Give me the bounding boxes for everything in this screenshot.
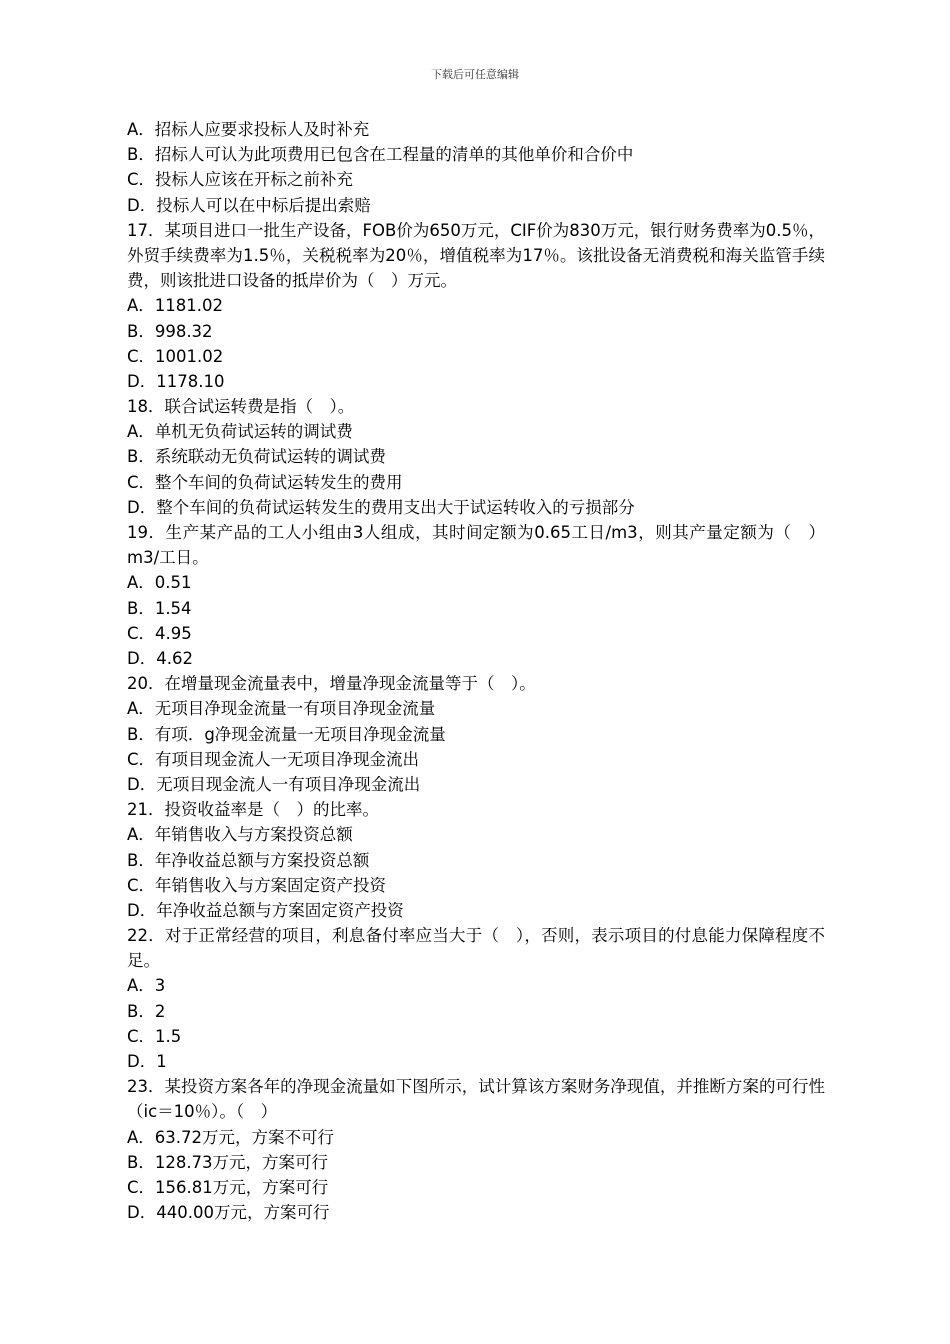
q22-option-d: D．1	[127, 1052, 167, 1072]
q21-option-d: D．年净收益总额与方案固定资产投资	[127, 900, 404, 920]
q20-stem: 20．在增量现金流量表中，增量净现金流量等于（ ）。	[127, 674, 536, 694]
q21-option-b: B．年净收益总额与方案投资总额	[127, 850, 370, 870]
q18-option-c: C．整个车间的负荷试运转发生的费用	[127, 472, 403, 492]
q21-stem: 21．投资收益率是（ ）的比率。	[127, 800, 379, 820]
q16-option-b: B．招标人可认为此项费用已包含在工程量的清单的其他单价和合价中	[127, 145, 634, 165]
q17-option-b: B．998.32	[127, 321, 213, 341]
q22-stem: 22．对于正常经营的项目，利息备付率应当大于（ ），否则，表示项目的付息能力保障程度不足。	[127, 926, 825, 971]
q20-option-b: B．有项．g净现金流量一无项目净现金流量	[127, 724, 446, 744]
q17-stem: 17．某项目进口一批生产设备，FOB价为650万元，CIF价为830万元，银行财务费率为0.5％，外贸手续费率为1.5％，关税税率为20％，增值税率为17％。该批设备无消费税和海关监管手续费，则该批进口设备的抵岸价为（ ）万元。	[127, 220, 825, 291]
q19-option-a: A．0.51	[127, 573, 192, 593]
q18-stem: 18．联合试运转费是指（ ）。	[127, 397, 355, 417]
q19-stem: 19．生产某产品的工人小组由3人组成，其时间定额为0.65工日/m3，则其产量定额为（ ）m3/工日。	[127, 523, 825, 568]
q21-option-c: C．年销售收入与方案固定资产投资	[127, 875, 387, 895]
question-list	[127, 117, 825, 1225]
q23-stem: 23．某投资方案各年的净现金流量如下图所示，试计算该方案财务净现值，并推断方案的可行性（ic＝10％）。（ ）	[127, 1077, 825, 1122]
q23-option-d: D．440.00万元，方案可行	[127, 1203, 330, 1223]
q22-option-b: B．2	[127, 1001, 166, 1021]
page-header: 下载后可任意编辑	[431, 68, 519, 81]
q20-option-d: D．无项目现金流人一有项目净现金流出	[127, 774, 421, 794]
q23-option-c: C．156.81万元，方案可行	[127, 1178, 329, 1198]
q23-option-a: A．63.72万元，方案不可行	[127, 1127, 335, 1147]
q23-option-b: B．128.73万元，方案可行	[127, 1152, 329, 1172]
q16-option-d: D．投标人可以在中标后提出索赔	[127, 195, 371, 215]
q19-option-d: D．4.62	[127, 649, 193, 669]
q19-option-c: C．4.95	[127, 623, 192, 643]
q17-option-d: D．1178.10	[127, 371, 225, 391]
q18-option-b: B．系统联动无负荷试运转的调试费	[127, 447, 386, 467]
q16-option-a: A．招标人应要求投标人及时补充	[127, 120, 370, 139]
q22-option-c: C．1.5	[127, 1026, 182, 1046]
q20-option-c: C．有项目现金流人一无项目净现金流出	[127, 749, 420, 769]
q17-option-a: A．1181.02	[127, 296, 224, 316]
q18-option-d: D．整个车间的负荷试运转发生的费用支出大于试运转收入的亏损部分	[127, 497, 635, 517]
q16-option-c: C．投标人应该在开标之前补充	[127, 170, 354, 190]
q20-option-a: A．无项目净现金流量一有项目净现金流量	[127, 699, 436, 719]
q18-option-a: A．单机无负荷试运转的调试费	[127, 422, 353, 442]
q22-option-a: A．3	[127, 976, 166, 996]
q21-option-a: A．年销售收入与方案投资总额	[127, 825, 353, 845]
q17-option-c: C．1001.02	[127, 346, 224, 366]
q19-option-b: B．1.54	[127, 598, 192, 618]
